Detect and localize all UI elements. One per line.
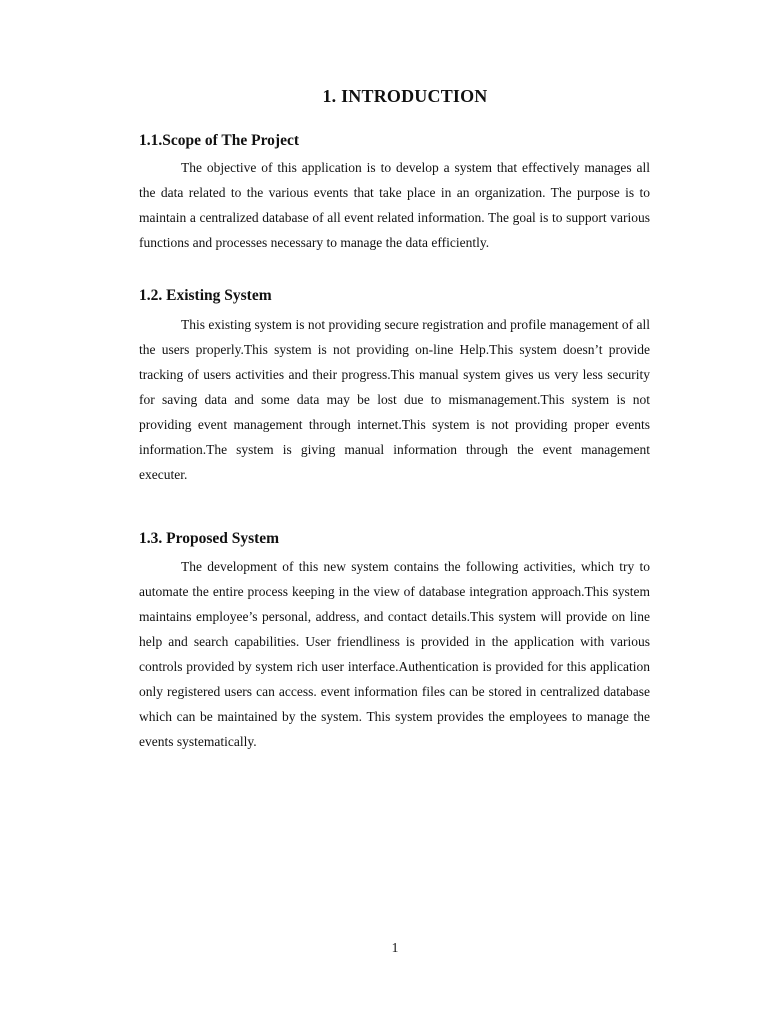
section-heading-proposed-system: 1.3. Proposed System [139,530,280,547]
section-paragraph-proposed-system: The development of this new system contains the following activities, which try to automate the entire process keeping in the view of database integration approach.This system maintains employee’s personal, address, and contact details.This system will provide on line help and search capabilities. User friendliness is provided in the application with various controls provided by system rich user interface.Authentication is provided for this application only registered users can access. event information files can be stored in centralized database which can be maintained by the system. This system provides the employees to manage the events systematically. [139,559,650,749]
page-number: 1 [391,940,399,955]
chapter-title: 1. INTRODUCTION [322,86,488,106]
section-heading-scope: 1.1.Scope of The Project [139,132,299,149]
section-paragraph-scope: The objective of this application is to develop a system that effectively manages all the data related to the various events that take place in an organization. The purpose is to maintain a centralized database of all event related information. The goal is to support various functions and processes necessary to manage the data efficiently. [139,160,650,250]
section-paragraph-existing-system: This existing system is not providing secure registration and profile management of all the users properly.This system is not providing on-line Help.This system doesn’t provide tracking of users activities and their progress.This manual system gives us very less security for saving data and some data may be lost due to mismanagement.This system is not providing event management through internet.This system is not providing proper events information.The system is giving manual information through the event management executer. [139,317,650,482]
section-heading-existing-system: 1.2. Existing System [139,287,272,304]
